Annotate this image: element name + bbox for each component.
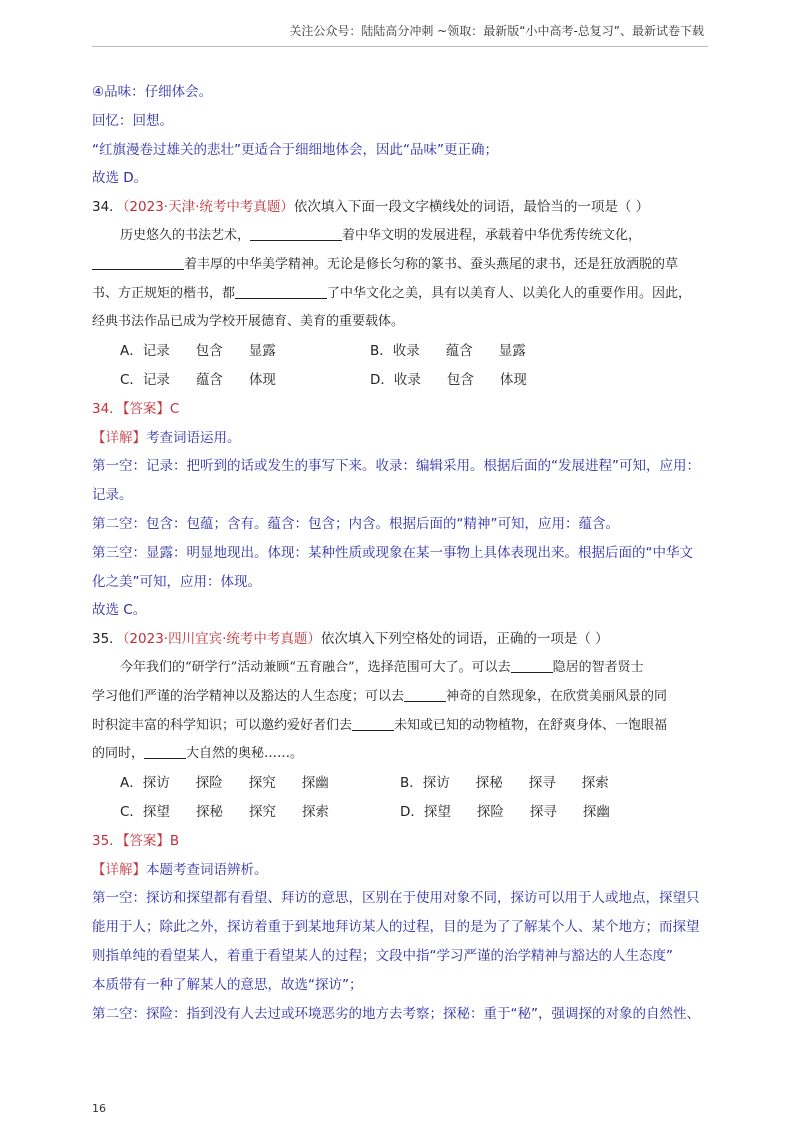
answer-35: 35．【答案】B: [92, 832, 180, 849]
detail-35-line-1: 第一空：探访和探望都有看望、拜访的意思，区别在于使用对象不同，探访可以用于人或地点，探望只: [92, 890, 700, 907]
option-a: A．记录 包含 显露: [120, 343, 276, 360]
option-c: C．记录 蕴含 体现: [120, 371, 276, 388]
passage-34-line-1: 历史悠久的书法艺术， 着中华文明的发展进程，承载着中华优秀传统文化，: [92, 222, 706, 251]
options-row-1: [92, 769, 706, 798]
option-a: A．探访 探险 探究 探幽: [120, 775, 329, 792]
passage-35-line-2: 学习他们严谨的治学精神以及豁达的人生态度；可以去 神奇的自然现象，在欣赏美丽风景的同: [92, 683, 706, 712]
options-row-2: [92, 798, 706, 827]
question-number: 35．: [92, 631, 123, 648]
question-source: （2023·天津·统考中考真题）: [122, 199, 294, 216]
detail-34-line-1: 第一空：记录：把听到的话或发生的事写下来。收录：编辑采用。根据后面的“发展进程”可知，应用：: [92, 458, 700, 475]
prev-line-3: “红旗漫卷过雄关的悲壮”更适合于细细地体会，因此“品味”更正确；: [92, 141, 498, 158]
passage-35-line-4: 的同时， 大自然的奥秘……。: [92, 740, 706, 769]
blank-4: [144, 743, 186, 759]
detail-34-line-3: 第二空：包含：包蕴；含有。蕴含：包含；内含。根据后面的“精神”可知，应用：蕴含。: [92, 515, 619, 532]
answer-34: 34．【答案】C: [92, 400, 180, 417]
blank-3: [235, 283, 327, 299]
detail-35-line-3: 则指单纯的看望某人，着重于看望某人的过程；文段中指“学习严谨的治学精神与豁达的人生态度”: [92, 947, 673, 964]
question-35-stem: [92, 625, 706, 654]
detail-34-line-6: 故选 C。: [92, 602, 147, 619]
blank-2: [92, 254, 184, 270]
detail-34-line-5: 化之美”可知，应用：体现。: [92, 573, 261, 590]
passage-34-line-3: 书、方正规矩的楷书，都 了中华文化之美，具有以美育人、以美化人的重要作用。因此，: [92, 280, 706, 309]
option-c: C．探望 探秘 探究 探索: [120, 803, 329, 820]
page-body: [92, 78, 706, 1028]
options-row-2: [92, 366, 706, 395]
page-header: 关注公众号：陆陆高分冲刺 ~领取：最新版“小中高考-总复习”、最新试卷下载: [289, 24, 704, 38]
question-text: 依次填入下面一段文字横线处的词语，最恰当的一项是（ ）: [293, 199, 650, 216]
passage-34-line-2: 着丰厚的中华美学精神。无论是修长匀称的篆书、蚕头燕尾的隶书，还是狂放洒脱的草: [92, 251, 706, 280]
detail-35-line-2: 能用于人；除此之外，探访着重于到某地拜访某人的过程，目的是为了了解某个人、某个地方；而探望: [92, 919, 700, 936]
question-source: （2023·四川宜宾·统考中考真题）: [122, 631, 321, 648]
passage-35-line-1: 今年我们的“研学行”活动兼顾“五育融合”，选择范围可大了。可以去 隐居的智者贤士: [92, 654, 706, 683]
detail-34-line-4: 第三空：显露：明显地现出。体现：某种性质或现象在某一事物上具体表现出来。根据后面的“中华文: [92, 544, 693, 561]
detail-35: 【详解】本题考查词语辨析。: [92, 861, 268, 878]
passage-35-line-3: 时积淀丰富的科学知识；可以邀约爱好者们去 未知或已知的动物植物，在舒爽身体、一饱眼福: [92, 712, 706, 741]
option-d: D．收录 包含 体现: [370, 371, 527, 388]
passage-34-line-4: 经典书法作品已成为学校开展德育、美育的重要载体。: [92, 314, 405, 330]
blank-2: [404, 686, 446, 702]
detail-35-line-4: 本质带有一种了解某人的意思，故选“探访”；: [92, 976, 363, 993]
detail-34-line-2: 记录。: [92, 487, 133, 504]
prev-line-2: 回忆：回想。: [92, 112, 173, 129]
detail-34: 【详解】考查词语运用。: [92, 429, 241, 446]
option-b: B．探访 探秘 探寻 探索: [400, 775, 609, 792]
option-b: B．收录 蕴含 显露: [370, 343, 526, 360]
page-number: 16: [92, 1102, 106, 1115]
blank-1: [511, 657, 553, 673]
prev-line-4: 故选 D。: [92, 170, 148, 187]
header-rule: [92, 46, 708, 47]
option-d: D．探望 探险 探寻 探幽: [400, 803, 610, 820]
options-row-1: [92, 337, 706, 366]
blank-3: [352, 715, 394, 731]
question-text: 依次填入下列空格处的词语，正确的一项是（ ）: [320, 631, 609, 648]
blank-1: [250, 225, 342, 241]
detail-35-line-5: 第二空：探险：指到没有人去过或环境恶劣的地方去考察；探秘：重于“秘”，强调探的对象的自然性、: [92, 1005, 700, 1022]
prev-line-1: ④品味：仔细体会。: [92, 84, 213, 100]
question-number: 34．: [92, 199, 123, 216]
question-34-stem: [92, 193, 706, 222]
